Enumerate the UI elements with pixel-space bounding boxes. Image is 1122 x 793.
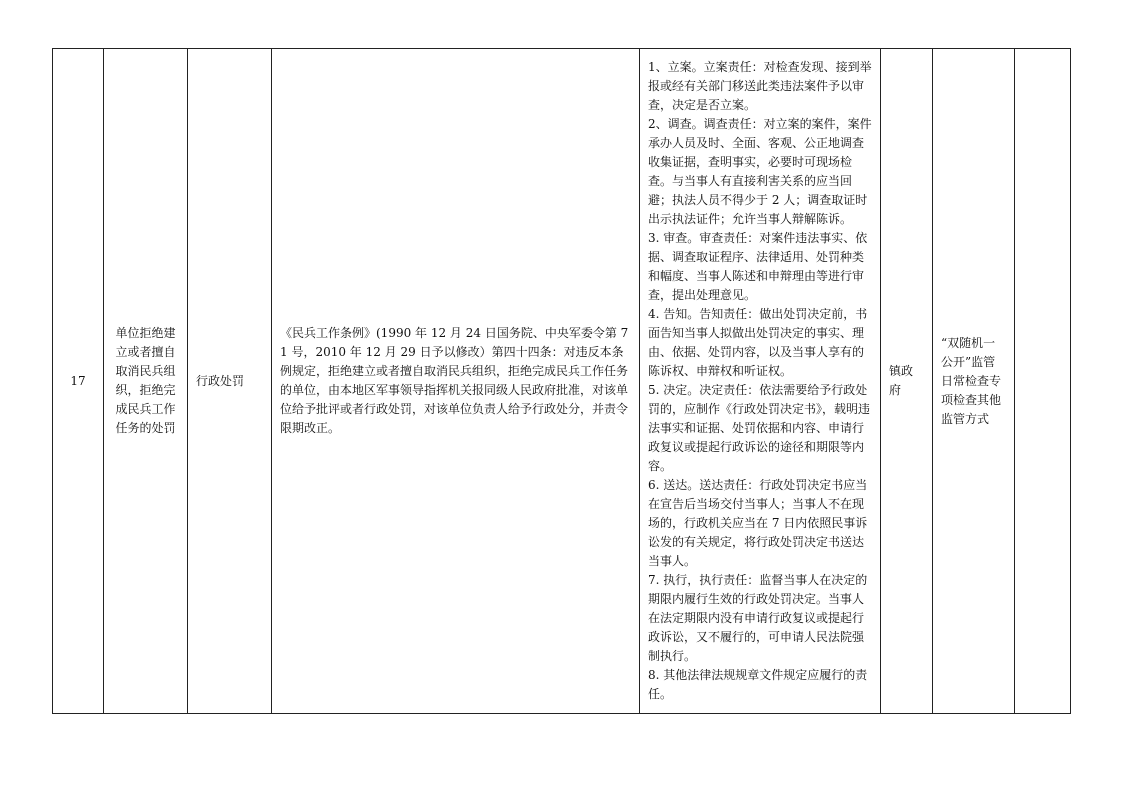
power-list-table [52, 48, 1071, 714]
table-row [53, 49, 1071, 714]
responsibility-item: 2、调查。调查责任：对立案的案件，案件承办人员及时、全面、客观、公正地调查收集证据，查明事实，必要时可现场检查。与当事人有直接利害关系的应当回避；执法人员不得少于 2 人；调查取证时出示执法证件；允许当事人辩解陈诉。 [648, 117, 872, 226]
responsibility-item: 6. 送达。送达责任：行政处罚决定书应当在宣告后当场交付当事人；当事人不在现场的，行政机关应当在 7 日内依照民事诉讼发的有关规定，将行政处罚决定书送达当事人。 [648, 478, 868, 568]
legal-basis-cell: 《民兵工作条例》(1990 年 12 月 24 日国务院、中央军委令第 71 号，2010 年 12 月 29 日予以修改）第四十四条：对违反本条例规定，拒绝建立或者擅自取消民兵组织，拒绝完成民兵工作任务的单位，由本地区军事领导指挥机关报同级人民政府批准，对该单位给予批评或者行政处罚，对该单位负责人给予行政处分，并责令限期改正。 [272, 49, 640, 714]
responsibility-cell [640, 49, 881, 714]
power-type-cell: 行政处罚 [188, 49, 272, 714]
row-number-cell: 17 [53, 49, 104, 714]
responsibility-item: 3. 审查。审查责任：对案件违法事实、依据、调查取证程序、法律适用、处罚种类和幅度、当事人陈述和申辩理由等进行审查，提出处理意见。 [648, 231, 868, 302]
supervision-mode-cell: “双随机一公开”监管日常检查专项检查其他监管方式 [933, 49, 1015, 714]
item-name-cell: 单位拒绝建立或者擅自取消民兵组织，拒绝完成民兵工作任务的处罚 [104, 49, 188, 714]
responsibility-item: 1、立案。立案责任：对检查发现、接到举报或经有关部门移送此类违法案件予以审查，决定是否立案。 [648, 60, 872, 112]
responsibility-item: 5. 决定。决定责任：依法需要给予行政处罚的，应制作《行政处罚决定书》，载明违法事实和证据、处罚依据和内容、申请行政复议或提起行政诉讼的途径和期限等内容。 [648, 383, 871, 473]
responsibility-item: 4. 告知。告知责任：做出处罚决定前，书面告知当事人拟做出处罚决定的事实、理由、依据、处罚内容，以及当事人享有的陈诉权、申辩权和听证权。 [648, 307, 868, 378]
responsibility-item: 7. 执行，执行责任：监督当事人在决定的期限内履行生效的行政处罚决定。当事人在法定期限内没有申请行政复议或提起行政诉讼，又不履行的，可申请人民法院强制执行。 [648, 573, 868, 663]
department-cell: 镇政府 [881, 49, 933, 714]
remarks-cell [1015, 49, 1071, 714]
responsibility-item: 8. 其他法律法规规章文件规定应履行的责任。 [648, 668, 868, 701]
